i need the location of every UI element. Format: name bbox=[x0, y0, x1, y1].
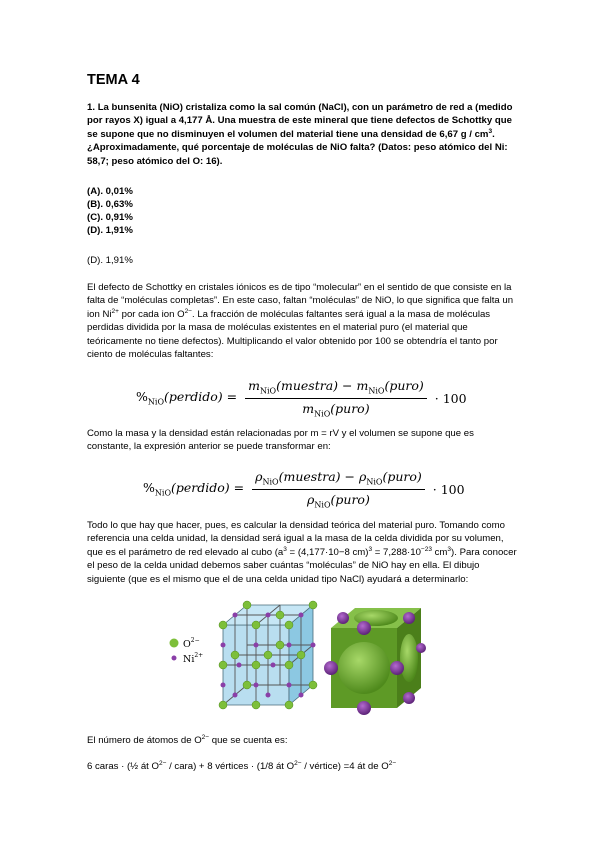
question-number: 1. bbox=[87, 102, 96, 113]
subscript: NiO bbox=[368, 386, 385, 396]
numerator bbox=[245, 378, 427, 399]
formula-density bbox=[143, 469, 465, 509]
minus-sign: − bbox=[344, 469, 355, 484]
explanation-paragraph-5 bbox=[87, 760, 519, 773]
superscript: −23 bbox=[420, 545, 432, 553]
question-text: La bunsenita (NiO) cristaliza como la sal común (NaCl), con un parámetro de red a (medido por rayos X) igual a 4,177 Å. Una muestra de este mineral que tiene defectos de Schottky que se supone que no disminuyen el volumen del material tiene una densidad de 6,67 g / cm bbox=[87, 102, 513, 140]
option-a: (A). 0,01% bbox=[87, 186, 133, 197]
subscript: NiO bbox=[314, 500, 331, 509]
explanation-paragraph-4 bbox=[87, 734, 519, 747]
wireframe-cube bbox=[219, 601, 317, 709]
argument: (puro) bbox=[382, 469, 422, 484]
explanation-paragraph-3 bbox=[87, 519, 519, 586]
oxygen-legend-dot bbox=[170, 639, 179, 648]
explanation-paragraph-1 bbox=[87, 281, 519, 361]
superscript: 3 bbox=[488, 127, 493, 135]
equals-sign: = bbox=[226, 389, 238, 405]
question-text-end: . ¿Aproximadamente, qué porcentaje de moléculas de NiO falta? (Datos: peso atómico del Ni: 58,7; peso atómico del O: 16). bbox=[87, 128, 508, 167]
subscript: NiO bbox=[154, 488, 172, 498]
text: El defecto de Schottky en cristales iónicos es de tipo “molecular” en el sentido de que consiste en la falta de “moléculas completas”. En este caso, faltan “moléculas” de NiO, lo que significa que falta un ion Ni bbox=[87, 282, 514, 320]
superscript: 2− bbox=[294, 759, 302, 767]
symbol: ρ bbox=[307, 491, 315, 507]
lhs-argument: (perdido) bbox=[171, 480, 230, 496]
text: / cara) + 8 vértices · (1/8 át O bbox=[166, 761, 295, 772]
formula-mass bbox=[136, 378, 467, 418]
symbol: ρ bbox=[358, 469, 367, 484]
superscript: 3 bbox=[283, 545, 287, 553]
argument: (puro) bbox=[330, 400, 370, 416]
subscript: NiO bbox=[262, 477, 279, 487]
formula-lhs bbox=[143, 480, 244, 498]
text: cm bbox=[431, 546, 448, 558]
denominator bbox=[245, 399, 427, 419]
superscript: 3 bbox=[368, 545, 373, 553]
symbol: m bbox=[302, 400, 315, 416]
subscript: NiO bbox=[147, 397, 165, 407]
text: ). Para conocer el peso de la celda unidad debemos saber cuántas “moléculas” de NiO hay en ella. El dibujo siguiente (que es el mismo que el de una celda unidad tipo NaCl) ayudará a determinarlo: bbox=[87, 546, 517, 585]
minus-sign: − bbox=[342, 378, 353, 393]
argument: (puro) bbox=[384, 378, 424, 393]
symbol: m bbox=[356, 378, 369, 393]
nacl-unit-cell-figure bbox=[163, 600, 443, 715]
percent-sign: % bbox=[143, 480, 155, 496]
unit-cell-illustration bbox=[163, 600, 443, 715]
superscript: 2+ bbox=[111, 307, 119, 315]
explanation-paragraph-2: Como la masa y la densidad están relacionadas por m = rV y el volumen se supone que es constante, la expresión anterior se puede transformar en: bbox=[87, 428, 474, 453]
text: por cada ion O bbox=[118, 308, 185, 320]
fraction bbox=[252, 469, 425, 509]
text: = (4,177·10−8 cm) bbox=[286, 546, 369, 558]
symbol: m bbox=[248, 378, 260, 393]
text: El número de átomos de O bbox=[87, 735, 202, 746]
superscript: 3 bbox=[447, 545, 452, 553]
argument: (muestra) bbox=[278, 469, 341, 484]
superscript: 2− bbox=[184, 307, 192, 315]
formula-lhs bbox=[136, 389, 237, 407]
option-d: (D). 1,91% bbox=[87, 225, 133, 236]
percent-sign: % bbox=[136, 389, 148, 405]
legend-nickel-label: $Ni^{2+}$ bbox=[183, 652, 204, 665]
option-c: (C). 0,91% bbox=[87, 212, 133, 223]
equals-sign: = bbox=[233, 480, 245, 496]
symbol: ρ bbox=[255, 469, 263, 484]
text: Todo lo que hay que hacer, pues, es calcular la densidad teórica del material puro. Tomando como referencia una celda unidad, la densidad será igual a la masa de la celda dividida por su volumen, que es el parámetro de red elevado al cubo (a bbox=[87, 520, 505, 558]
text: 6 caras · (½ át O bbox=[87, 761, 159, 772]
argument: (muestra) bbox=[276, 378, 339, 393]
subscript: NiO bbox=[366, 477, 383, 487]
answer: (D). 1,91% bbox=[87, 255, 133, 266]
denominator bbox=[252, 490, 425, 510]
legend-oxygen-label: $O^{2-}$ bbox=[183, 637, 200, 650]
nickel-legend-dot bbox=[172, 656, 177, 661]
superscript: 2− bbox=[388, 759, 397, 767]
lhs-argument: (perdido) bbox=[164, 389, 223, 405]
text: = 7,288·10 bbox=[372, 546, 421, 558]
argument: (puro) bbox=[330, 491, 370, 507]
option-b: (B). 0,63% bbox=[87, 199, 133, 210]
fraction bbox=[245, 378, 427, 418]
times-hundred: · 100 bbox=[432, 481, 465, 497]
superscript: 2− bbox=[158, 759, 167, 767]
text: / vértice) =4 át de O bbox=[301, 761, 389, 772]
subscript: NiO bbox=[314, 409, 331, 418]
numerator bbox=[252, 469, 425, 490]
question-1 bbox=[87, 101, 519, 168]
space-filling-model bbox=[324, 608, 426, 715]
subscript: NiO bbox=[259, 386, 277, 396]
superscript: 2− bbox=[201, 733, 210, 741]
text: que se cuenta es: bbox=[209, 735, 288, 746]
page-title: TEMA 4 bbox=[87, 72, 140, 88]
text: . La fracción de moléculas faltantes será igual a la masa de moléculas perdidas dividida por la masa de moléculas existentes en el material puro (el material que teóricamente no tiene defectos). Multiplicando el valor obtenido por 100 se obtendría el tanto por ciento de moléculas faltantes: bbox=[87, 308, 498, 361]
times-hundred: · 100 bbox=[434, 390, 467, 406]
